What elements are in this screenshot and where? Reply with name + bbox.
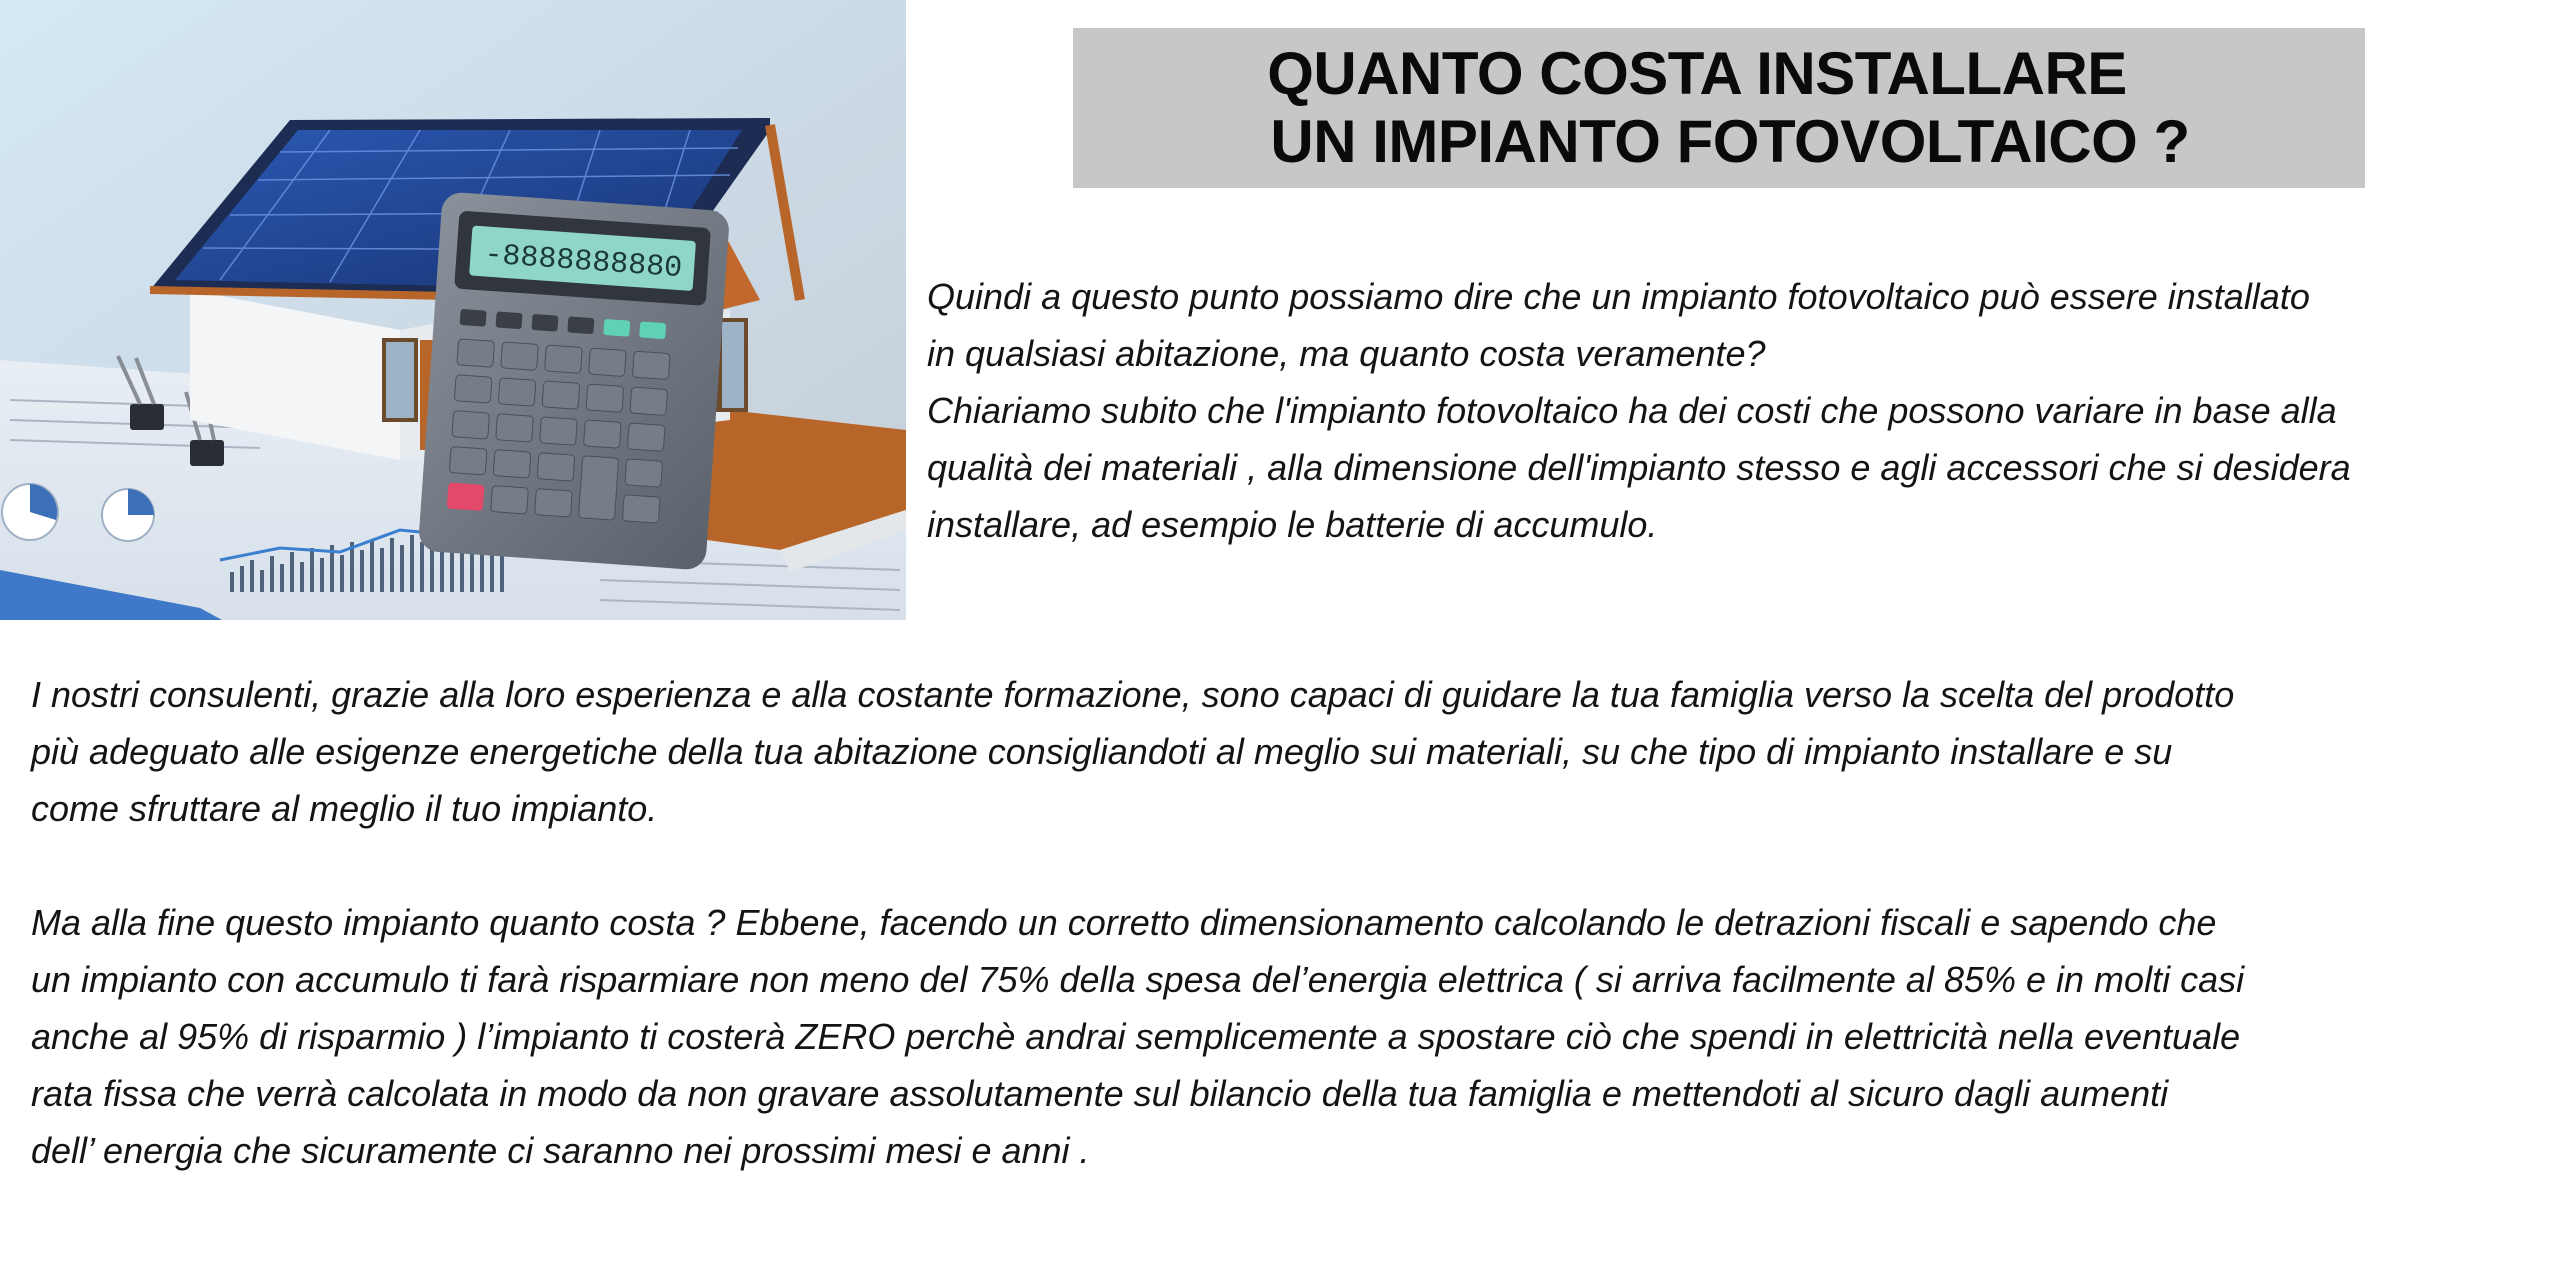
paragraph-line: Ma alla fine questo impianto quanto costa ? Ebbene, facendo un corretto dimensionamento calcolando le detrazioni fiscali e sapendo che bbox=[31, 902, 2217, 943]
intro-line: in qualsiasi abitazione, ma quanto costa veramente? bbox=[927, 333, 1766, 374]
paragraph-line: anche al 95% di risparmio ) l’impianto ti costerà ZERO perchè andrai semplicemente a spostare ciò che spendi in elettricità nella eventuale bbox=[31, 1016, 2241, 1057]
page-title-line-1: QUANTO COSTA INSTALLARE bbox=[1267, 40, 2127, 107]
intro-line: qualità dei materiali , alla dimensione dell'impianto stesso e agli accessori che si desidera bbox=[927, 447, 2351, 488]
paragraph-line: come sfruttare al meglio il tuo impianto. bbox=[31, 788, 658, 829]
paragraph-line: un impianto con accumulo ti farà risparmiare non meno del 75% della spesa del’energia elettrica ( si arriva facilmente al 85% e in molti casi bbox=[31, 959, 2245, 1000]
house-with-solar-panels-and-calculator-illustration bbox=[0, 0, 906, 620]
calculator-display-text: -8888888880 bbox=[483, 238, 684, 287]
paragraph-line: rata fissa che verrà calcolata in modo da non gravare assolutamente sul bilancio della tua famiglia e mettendoti al sicuro dagli aumenti bbox=[31, 1073, 2169, 1114]
hero-image bbox=[0, 0, 906, 620]
title-banner bbox=[1073, 28, 2365, 188]
consultants-paragraph bbox=[31, 666, 2551, 837]
intro-line: Chiariamo subito che l'impianto fotovoltaico ha dei costi che possono variare in base alla bbox=[927, 390, 2337, 431]
intro-line: installare, ad esempio le batterie di accumulo. bbox=[927, 504, 1658, 545]
paragraph-line: dell’ energia che sicuramente ci saranno nei prossimi mesi e anni . bbox=[31, 1130, 1090, 1171]
intro-paragraph bbox=[927, 268, 2553, 553]
page-title-line-2: UN IMPIANTO FOTOVOLTAICO ? bbox=[1270, 108, 2190, 175]
paragraph-line: più adeguato alle esigenze energetiche della tua abitazione consigliandoti al meglio sui materiali, su che tipo di impianto installare e su bbox=[31, 731, 2173, 772]
intro-line: Quindi a questo punto possiamo dire che un impianto fotovoltaico può essere installato bbox=[927, 276, 2310, 317]
paragraph-line: I nostri consulenti, grazie alla loro esperienza e alla costante formazione, sono capaci di guidare la tua famiglia verso la scelta del prodotto bbox=[31, 674, 2235, 715]
cost-paragraph bbox=[31, 894, 2551, 1179]
